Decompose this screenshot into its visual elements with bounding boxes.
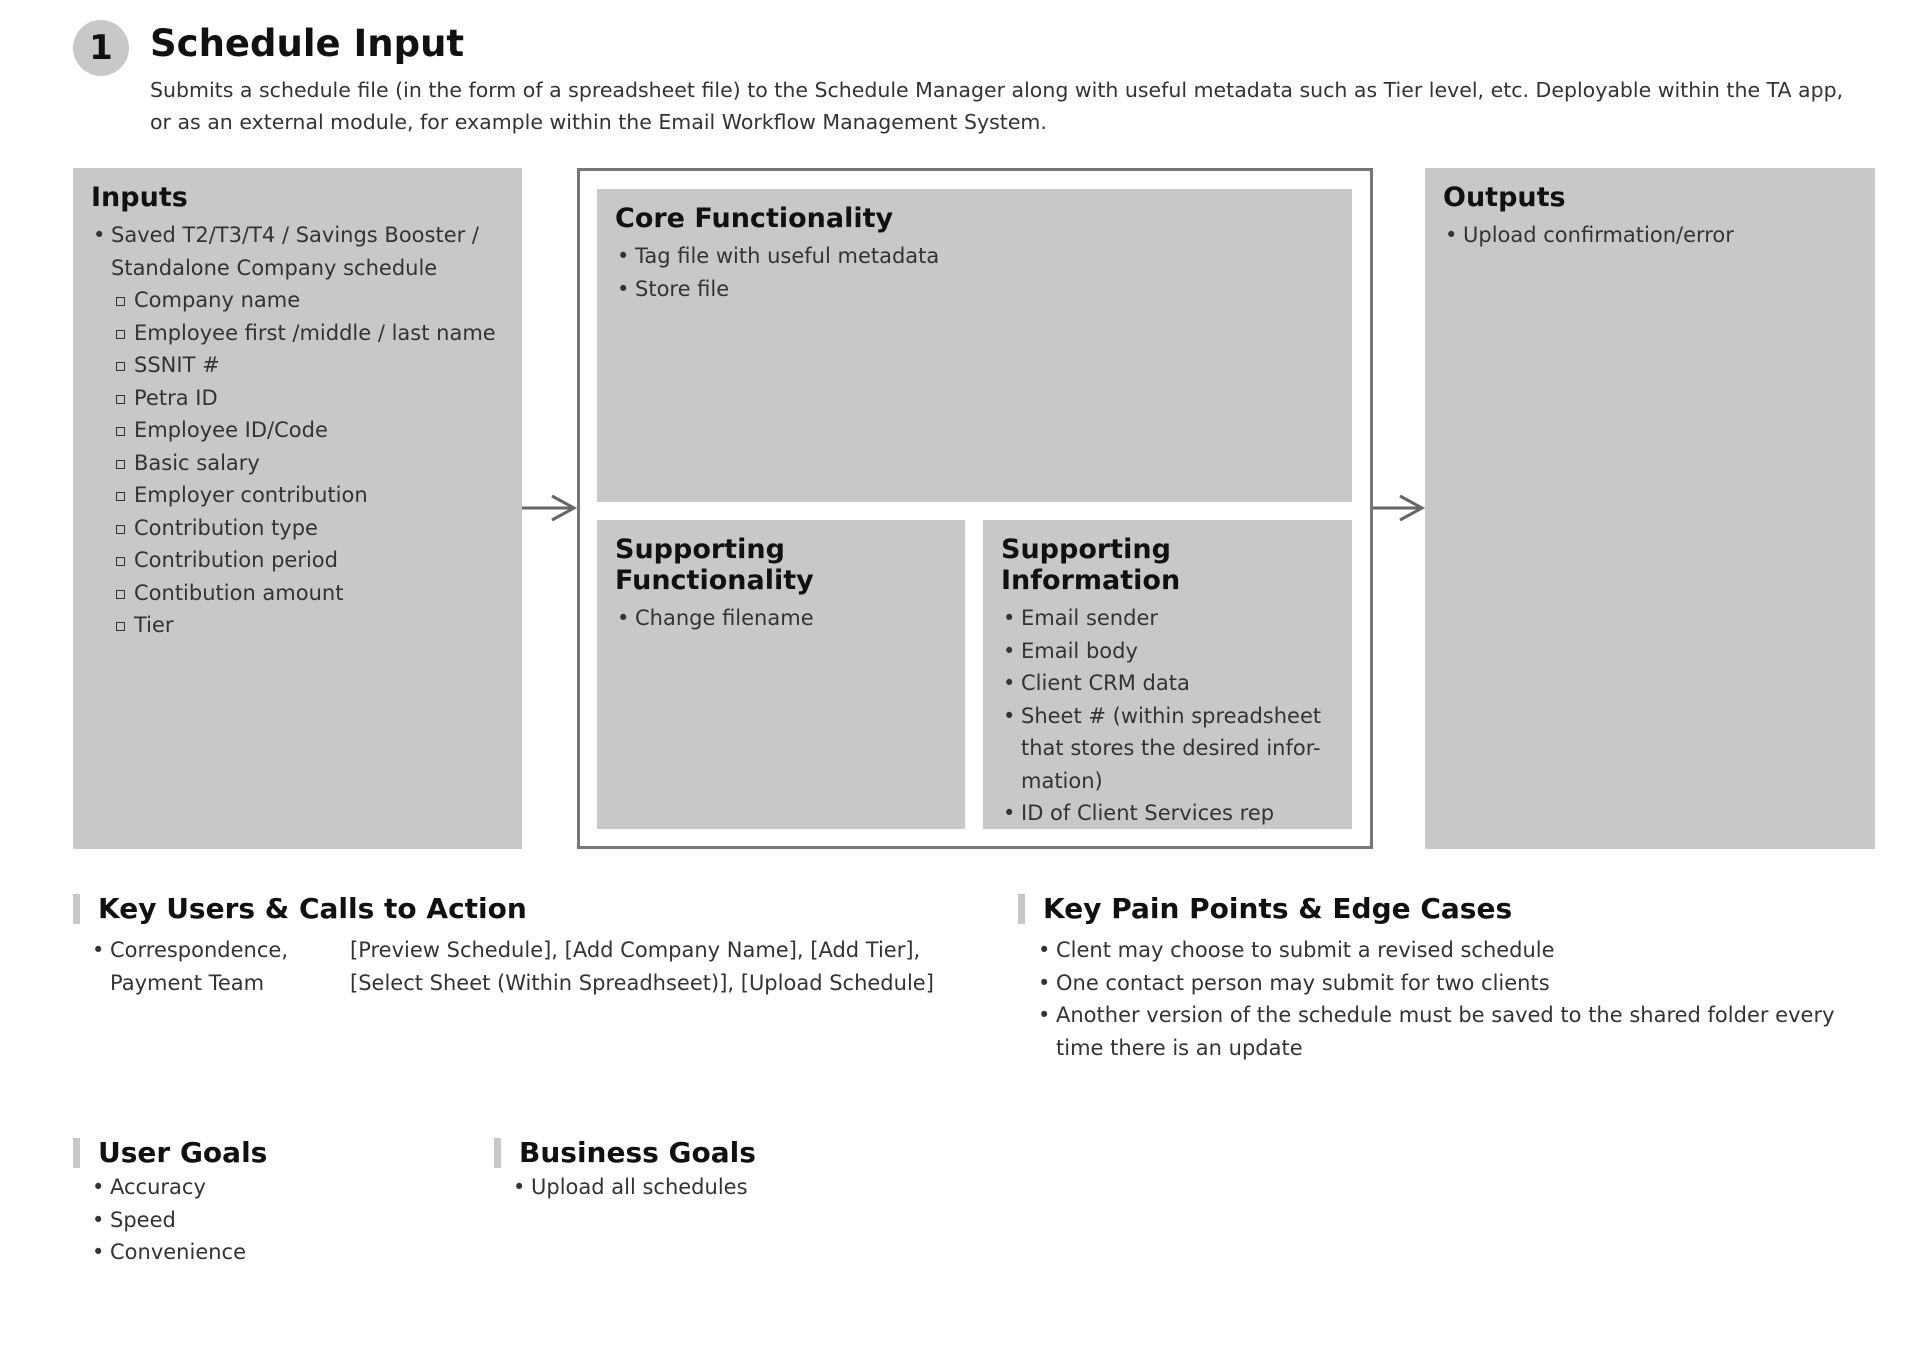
business-goals-list [511, 1171, 911, 1204]
outputs-panel [1425, 168, 1875, 849]
list-item: • Sheet # (within spreadsheet that stores the desired infor-mation) [1001, 700, 1334, 798]
step-number-badge: 1 [73, 20, 129, 76]
input-sub-item: Contribution period [91, 544, 504, 577]
input-sub-item: Company name [91, 284, 504, 317]
list-item: • Clent may choose to submit a revised schedule [1036, 934, 1836, 967]
list-item: • Store file [615, 273, 1334, 306]
list-item: • Tag file with useful metadata [615, 240, 1334, 273]
list-item: • One contact person may submit for two clients [1036, 967, 1836, 1000]
input-sub-item: Employee ID/Code [91, 414, 504, 447]
list-item: • Speed [90, 1204, 390, 1237]
inputs-panel [73, 168, 522, 849]
pain-points-heading: Key Pain Points & Edge Cases [1018, 894, 1512, 924]
supporting-information-panel [983, 520, 1352, 829]
user-goals-heading: User Goals [73, 1138, 267, 1168]
key-users-role-list [90, 934, 350, 999]
inputs-title: Inputs [91, 182, 188, 213]
key-users-calls-to-action: [Preview Schedule], [Add Company Name], [Add Tier], [Select Sheet (Within Spreadhseet)], [Upload Schedule] [350, 938, 934, 995]
supporting-information-title: Supporting Information [1001, 534, 1181, 596]
list-item: • Client CRM data [1001, 667, 1334, 700]
supporting-functionality-list [615, 602, 947, 635]
core-functionality-list [615, 240, 1334, 305]
page-title: Schedule Input [150, 22, 465, 65]
input-sub-item: Petra ID [91, 382, 504, 415]
list-item: • Accuracy [90, 1171, 390, 1204]
list-item: • ID of Client Services rep [1001, 797, 1334, 830]
inputs-main-item: • Saved T2/T3/T4 / Savings Booster / Standalone Company schedule [91, 219, 504, 284]
input-sub-item: SSNIT # [91, 349, 504, 382]
inputs-list [91, 219, 504, 642]
key-users-role: • Correspondence, Payment Team [90, 934, 350, 999]
list-item: • Change filename [615, 602, 947, 635]
list-item: • Another version of the schedule must be saved to the shared folder every time there is an update [1036, 999, 1836, 1064]
core-functionality-title: Core Functionality [615, 203, 894, 234]
list-item: • Upload all schedules [511, 1171, 911, 1204]
core-functionality-panel [597, 189, 1352, 502]
supporting-functionality-title: Supporting Functionality [615, 534, 814, 596]
input-sub-item: Employee first /middle / last name [91, 317, 504, 350]
list-item: • Email body [1001, 635, 1334, 668]
arrow-core-to-outputs-icon [1373, 496, 1422, 520]
input-sub-item: Employer contribution [91, 479, 504, 512]
arrow-inputs-to-core-icon [522, 496, 574, 520]
input-sub-item: Basic salary [91, 447, 504, 480]
input-sub-item: Contribution type [91, 512, 504, 545]
user-goals-list [90, 1171, 390, 1269]
list-item: • Convenience [90, 1236, 390, 1269]
list-item: • Email sender [1001, 602, 1334, 635]
page-description: Submits a schedule file (in the form of a spreadsheet file) to the Schedule Manager along with useful metadata such as Tier level, etc. Deployable within the TA app, or as an external module, for example within the Email Workflow Management System. [150, 78, 1844, 134]
input-sub-item: Tier [91, 609, 504, 642]
input-sub-item: Contibution amount [91, 577, 504, 610]
key-users-heading: Key Users & Calls to Action [73, 894, 527, 924]
list-item: • Upload confirmation/error [1443, 219, 1857, 252]
outputs-title: Outputs [1443, 182, 1566, 213]
supporting-information-list [1001, 602, 1334, 830]
business-goals-heading: Business Goals [494, 1138, 756, 1168]
supporting-functionality-panel [597, 520, 965, 829]
pain-points-list [1036, 934, 1836, 1064]
outputs-list [1443, 219, 1857, 252]
